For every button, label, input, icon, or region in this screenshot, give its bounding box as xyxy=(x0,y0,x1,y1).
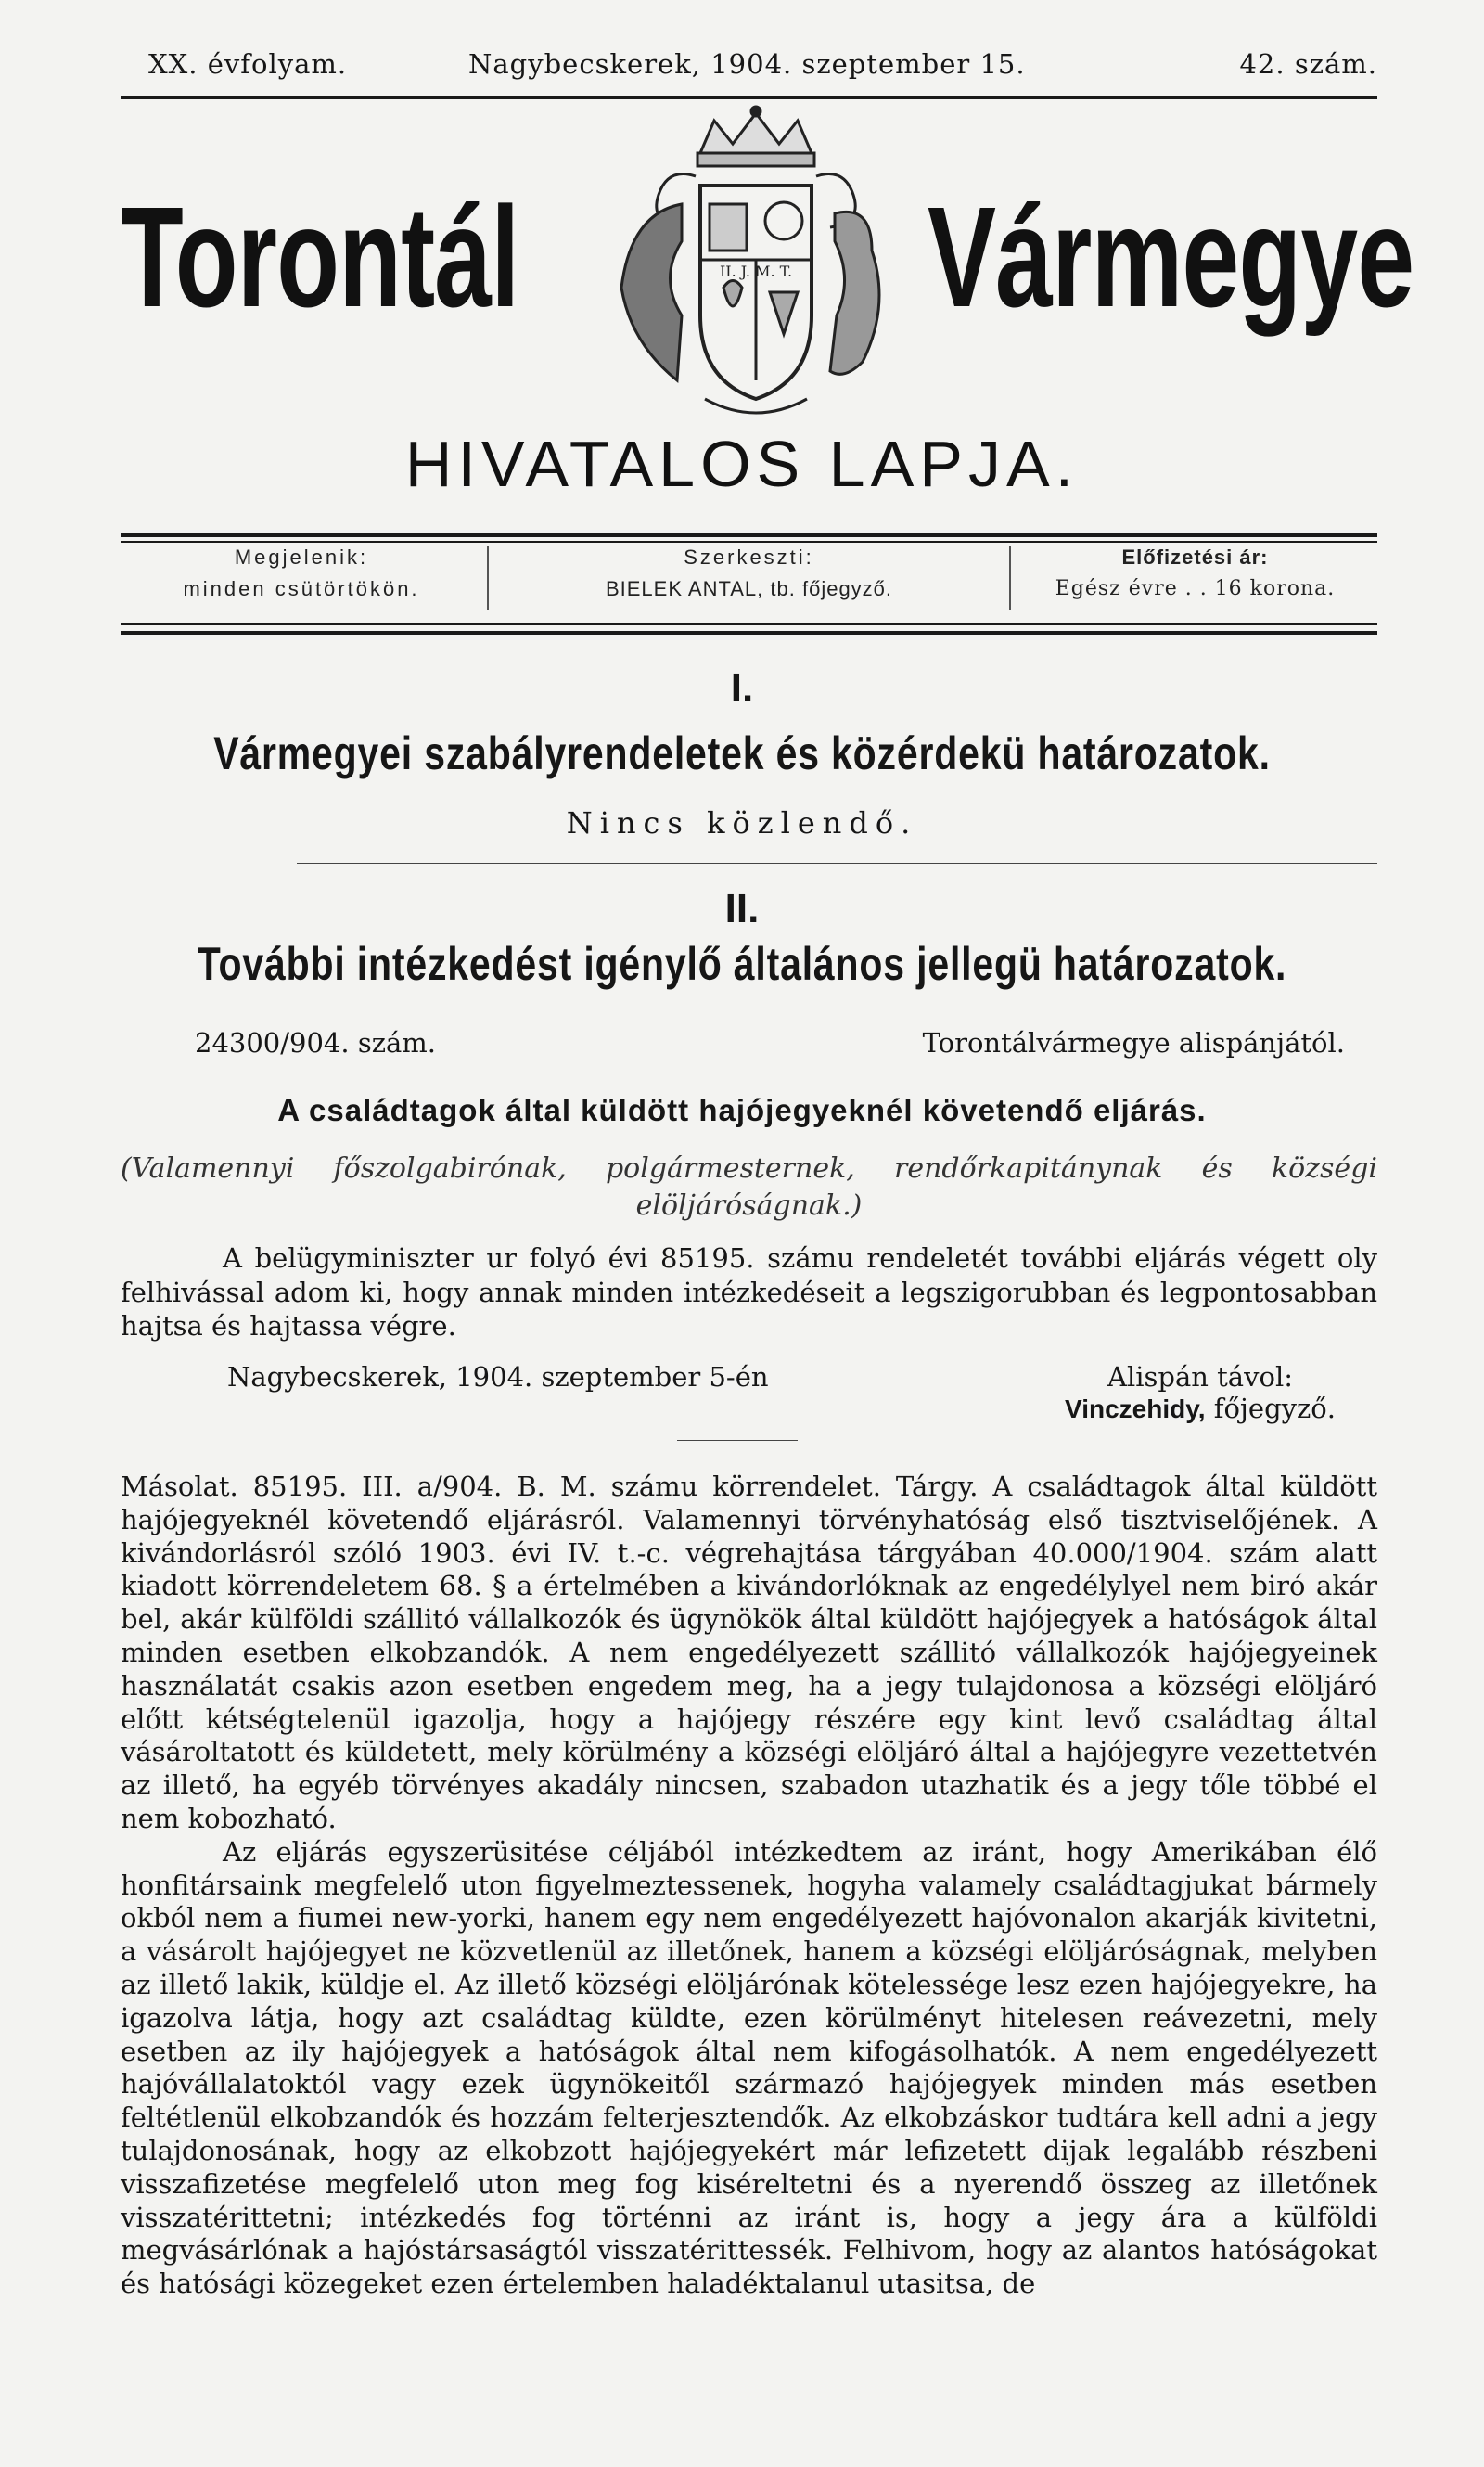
addressees: (Valamennyi főszolgabirónak, polgármesternek, rendőrkapitánynak és községi elöljáróságnak.) xyxy=(121,1152,1377,1222)
coat-of-arms-icon xyxy=(594,102,918,427)
info-divider xyxy=(1009,546,1011,610)
info-price xyxy=(1013,546,1377,600)
article-title: A családtagok által küldött hajójegyeknél követendő eljárás. xyxy=(277,1093,1207,1127)
section-divider xyxy=(297,863,1377,864)
info-top-rule-thin xyxy=(121,541,1377,543)
price-label: Előfizetési ár: xyxy=(1121,546,1269,569)
section-1-note: Nincs közlendő. xyxy=(566,805,918,841)
editor-value: BIELEK ANTAL, tb. főjegyző. xyxy=(605,577,893,600)
section-1-title: Vármegyei szabályrendeletek és közérdekü határozatok. xyxy=(213,727,1271,779)
info-bottom-rule-thin xyxy=(121,623,1377,625)
info-editor xyxy=(492,546,1006,601)
volume-label: XX. évfolyam. xyxy=(148,48,348,80)
info-top-rule xyxy=(121,533,1377,537)
appears-value: minden csütörtökön. xyxy=(183,577,420,600)
sign-title: főjegyző. xyxy=(1213,1393,1336,1424)
reference-from: Torontálvármegye alispánjától. xyxy=(922,1027,1345,1059)
masthead-subtitle: HIVATALOS LAPJA. xyxy=(404,428,1080,500)
intro-paragraph-text: A belügyminiszter ur folyó évi 85195. számu rendeletét további eljárás végett oly felhivással adom ki, hogy annak minden intézkedéseit a legszigorubban és legpontosabban hajtsa és hajtassa végre. xyxy=(121,1242,1377,1342)
issue-number-label: 42. szám. xyxy=(1239,48,1377,80)
issue-header xyxy=(148,48,1377,95)
sign-name: Vinczehidy, xyxy=(1065,1394,1206,1423)
section-1-number: I. xyxy=(730,665,754,711)
decree-paragraph: Másolat. 85195. III. a/904. B. M. számu körrendelet. Tárgy. A családtagok által küldött hajójegyeknél követendő eljárásról. Valamennyi törvényhatóság első tisztviselőjének. A kivándorlásról szóló 1903. évi IV. t.-c. végrehajtása tárgyában 40.000/1904. szám alatt kiadott körrendeletem 68. § a értelmében a kivándorlóknak az engedélylyel nem biró akár bel, akár külföldi szállitó vállalkozók és ügynökök által küldött hajójegyek a hatóságok által minden esetben elkobzandók. A nem engedélyezett szállitó vállalkozók hajójegyeinek használatát csakis azon esetben engedem meg, ha a jegy tulajdonosa a községi elöljáró előtt kétségtelenül igazolja, hogy a hajójegy részére egy kint levő családtag által vásároltatott és küldetett, mely körülmény a községi elöljáró által a hajójegyre vezettetvén az illető, ha egyéb törvényes akadály nincsen, szabadon utazhatik és a jegy tőle többé el nem kobozható. xyxy=(121,1471,1377,1834)
sign-role: Alispán távol: xyxy=(1107,1361,1293,1393)
info-divider xyxy=(487,546,489,610)
section-2-title: További intézkedést igénylő általános jellegü határozatok. xyxy=(197,938,1287,990)
place-date-label: Nagybecskerek, 1904. szeptember 15. xyxy=(468,48,1026,80)
info-appears xyxy=(121,546,482,601)
masthead-right-word: Vármegye xyxy=(928,177,1414,337)
masthead-left-word: Torontál xyxy=(121,177,519,337)
signature-divider xyxy=(677,1440,798,1441)
sign-right xyxy=(1065,1361,1336,1424)
price-value: Egész évre . . 16 korona. xyxy=(1055,577,1336,600)
crest-text: II. J. M. T. xyxy=(719,263,793,280)
decree-paragraph: Az eljárás egyszerüsitése céljából intézkedtem az iránt, hogy Amerikában élő honfitársaink megfelelő uton figyelmeztessenek, hogyha valamely családtagjukat bármely okból nem a fiumei new-yorki, hanem egy nem engedélyezett hajóvonalon akarják kivitetni, a vásárolt hajójegyet ne közvetlenül az illetőnek, hanem a községi elöljáróságnak, melyben az illető lakik, küldje el. Az illető községi elöljárónak kötelessége lesz ezen hajójegyekre, ha igazolva látja, hogy azt családtag küldte, ezen körülményt hitelesen reávezetni, mely esetben az ily hajójegyek a hatóságok által nem kifogásolhatók. A nem engedélyezett hajóvállalatoktól vagy ezek ügynökeitől származó hajójegyek minden más esetben feltétlenül elkobzandók és hozzám felterjesztendők. Az elkobzáskor tudtára kell adni a jegy tulajdonosának, hogy az elkobzott hajójegyekért már lefizetett dijak legalább részbeni visszafizetése megfelelő uton meg fog kiséreltetni és a nyerendő összeg az illetőnek visszatérittetni; intézkedés fog történni az iránt is, hogy a jegy ára a külföldi megvásárlónak a hajóstársaságtól visszatérittessék. Felhivom, hogy az alantos hatóságokat és hatósági közegeket ezen értelemben haladéktalanul utasitsa, de xyxy=(121,1835,1377,2300)
appears-label: Megjelenik: xyxy=(234,546,369,569)
info-bottom-rule xyxy=(121,631,1377,635)
intro-paragraph xyxy=(121,1241,1377,1343)
section-2-number: II. xyxy=(724,886,760,932)
sign-place-date: Nagybecskerek, 1904. szeptember 5-én xyxy=(227,1361,769,1393)
decree-body xyxy=(121,1471,1377,2301)
reference-number: 24300/904. szám. xyxy=(195,1027,436,1059)
header-rule xyxy=(121,96,1377,99)
editor-label: Szerkeszti: xyxy=(684,546,814,569)
